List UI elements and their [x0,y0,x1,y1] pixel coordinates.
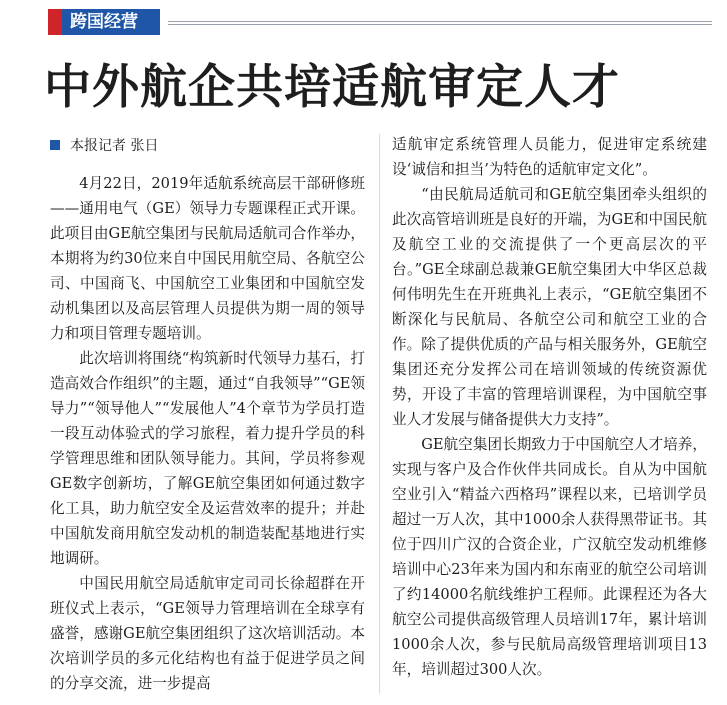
headline: 中外航企共培适航审定人才 [44,60,620,115]
article-column-left [50,134,365,696]
paragraph: 4月22日，2019年适航系统高层干部研修班——通用电气（GE）领导力专题课程正式开课。此项目由GE航空集团与民航局适航司合作举办，本期将为约30位来自中国民用航空局、各航空公司、中国商飞、中国航空工业集团和中国航空发动机集团以及高层管理人员提供为期一周的领导力和项目管理专题培训。 [50,175,365,342]
article-column-right [392,132,707,682]
paragraph: 中国民用航空局适航审定司司长徐超群在开班仪式上表示，“GE领导力管理培训在全球享有盛誉，感谢GE航空集团组织了这次培训活动。本次培训学员的多元化结构也有益于促进学员之间的分享交流，进一步提高 [50,575,365,692]
section-label: 跨国经营 [70,12,138,32]
paragraph: “由民航局适航司和GE航空集团牵头组织的此次高管培训班是良好的开端，为GE和中国民航及航空工业的交流提供了一个更高层次的平台。”GE全球副总裁兼GE航空集团大中华区总裁何伟明先生在开班典礼上表示，“GE航空集团不断深化与民航局、各航空公司和航空工业的合作。除了提供优质的产品与相关服务外，GE航空集团还充分发挥公司在培训领域的传统资源优势，开设了丰富的管理培训课程，为中国航空事业人才发展与储备提供大力支持”。 [392,186,707,428]
byline [50,134,365,159]
section-rule [168,21,712,25]
paragraph: 此次培训将围绕“构筑新时代领导力基石，打造高效合作组织”的主题，通过“自我领导”“GE领导力”“领导他人”“发展他人”4个章节为学员打造一段互动体验式的学习旅程，着力提升学员的科学管理思维和团队领导能力。其间，学员将参观GE数字创新坊，了解GE航空集团如何通过数字化工具，助力航空安全及运营效率的提升；并赴中国航发商用航空发动机的制造装配基地进行实地调研。 [50,350,365,567]
section-header [48,9,712,35]
column-divider [379,134,380,694]
byline-square-icon [50,140,60,150]
byline-text: 本报记者 张日 [70,138,159,154]
section-tag [48,9,160,35]
paragraph: GE航空集团长期致力于中国航空人才培养，实现与客户及合作伙伴共同成长。自从为中国航空业引入“精益六西格玛”课程以来，已培训学员超过一万人次，其中1000余人获得黑带证书。其位于四川广汉的合资企业，广汉航空发动机维修培训中心23年来为国内和东南亚的航空公司培训了约14000名航线维护工程师。此课程还为各大航空公司提供高级管理人员培训17年，累计培训1000余人次，参与民航局高级管理培训项目13年，培训超过300人次。 [392,436,707,678]
paragraph: 适航审定系统管理人员能力，促进审定系统建设‘诚信和担当’为特色的适航审定文化”。 [392,136,707,178]
section-tag-accent [48,9,62,35]
